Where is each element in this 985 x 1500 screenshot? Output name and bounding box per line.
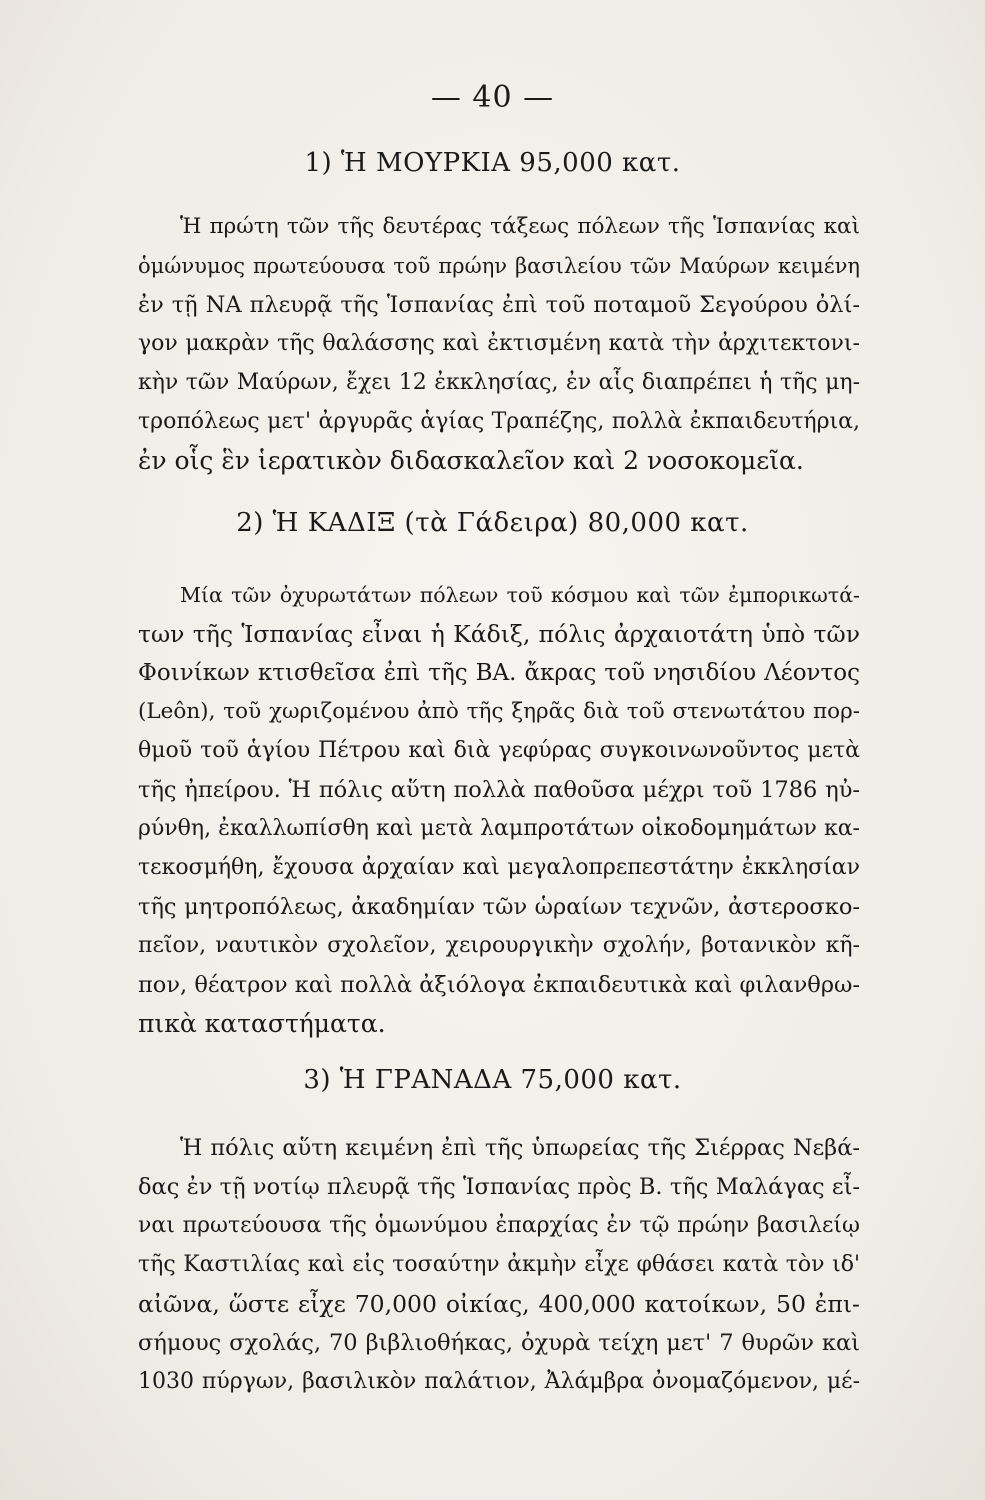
paragraph-line: πικὰ καταστήματα. <box>138 1009 386 1038</box>
paragraph-line: σήμους σχολάς, 70 βιβλιοθήκας, ὀχυρὰ τείχη μετ' 7 θυρῶν καὶ <box>138 1330 860 1356</box>
paragraph-line: πεῖον, ναυτικὸν σχολεῖον, χειρουργικὴν σχολήν, βοτανικὸν κῆ- <box>138 933 860 958</box>
paragraph-line: Ἡ πρώτη τῶν τῆς δευτέρας τάξεως πόλεων τῆς Ἱσπανίας καὶ <box>180 214 860 239</box>
paragraph-line: τεκοσμήθη, ἔχουσα ἀρχαίαν καὶ μεγαλοπρεπεστάτην ἐκκλησίαν <box>138 855 860 880</box>
paragraph-line: των τῆς Ἱσπανίας εἶναι ἡ Κάδιξ, πόλις ἀρχαιοτάτη ὑπὸ τῶν <box>138 620 860 648</box>
paragraph-line: τῆς μητροπόλεως, ἀκαδημίαν τῶν ὡραίων τεχνῶν, ἀστεροσκο- <box>138 894 860 920</box>
paragraph-line: (Leôn), τοῦ χωριζομένου ἀπὸ τῆς ξηρᾶς διὰ τοῦ στενωτάτου πορ- <box>138 699 860 724</box>
paragraph-line: ἐν τῇ ΝΑ πλευρᾷ τῆς Ἱσπανίας ἐπὶ τοῦ ποταμοῦ Σεγούρου ὀλί- <box>138 292 860 318</box>
paragraph-line: Μία τῶν ὀχυρωτάτων πόλεων τοῦ κόσμου καὶ τῶν ἐμπορικωτά- <box>180 583 860 607</box>
section-heading-murcia: 1) Ἡ ΜΟΥΡΚΙΑ 95,000 κατ. <box>304 148 681 178</box>
paragraph-line: 1030 πύργων, βασιλικὸν παλάτιον, Ἀλάμβρα ὀνομαζόμενον, μέ- <box>138 1369 860 1394</box>
paragraph-line: κὴν τῶν Μαύρων, ἔχει 12 ἐκκλησίας, ἐν αἷς διαπρέπει ἡ τῆς μη- <box>138 370 860 395</box>
paragraph-line: Ἡ πόλις αὕτη κειμένη ἐπὶ τῆς ὑπωρείας τῆς Σιέρρας Νεβά- <box>180 1135 860 1161</box>
paragraph-line: Φοινίκων κτισθεῖσα ἐπὶ τῆς ΒΑ. ἄκρας τοῦ νησιδίου Λέοντος <box>138 660 860 686</box>
paragraph-line: ναι πρωτεύουσα τῆς ὁμωνύμου ἐπαρχίας ἐν τῷ πρώην βασιλείῳ <box>138 1213 860 1238</box>
paragraph-line: ρύνθη, ἐκαλλωπίσθη καὶ μετὰ λαμπροτάτων οἰκοδομημάτων κα- <box>138 816 860 841</box>
paragraph-line: θμοῦ τοῦ ἁγίου Πέτρου καὶ διὰ γεφύρας συγκοινωνοῦντος μετὰ <box>138 738 860 763</box>
page-number: — 40 — <box>430 80 555 115</box>
paragraph-line: αἰῶνα, ὥστε εἶχε 70,000 οἰκίας, 400,000 κατοίκων, 50 ἐπι- <box>138 1290 860 1318</box>
section-heading-cadiz: 2) Ἡ ΚΑΔΙΞ (τὰ Γάδειρα) 80,000 κατ. <box>236 508 749 538</box>
paragraph-line: γον μακρὰν τῆς θαλάσσης καὶ ἐκτισμένη κατὰ τὴν ἀρχιτεκτονι- <box>138 331 860 356</box>
paragraph-line: τροπόλεως μετ' ἀργυρᾶς ἁγίας Τραπέζης, πολλὰ ἐκπαιδευτήρια, <box>138 409 860 434</box>
paragraph-line: ἐν οἷς ἓν ἱερατικὸν διδασκαλεῖον καὶ 2 νοσοκομεῖα. <box>138 446 804 475</box>
paragraph-line: πον, θέατρον καὶ πολλὰ ἀξιόλογα ἐκπαιδευτικὰ καὶ φιλανθρω- <box>138 972 860 998</box>
section-heading-granada: 3) Ἡ ΓΡΑΝΑΔΑ 75,000 κατ. <box>303 1065 682 1095</box>
paragraph-line: ὁμώνυμος πρωτεύουσα τοῦ πρώην βασιλείου τῶν Μαύρων κειμένη <box>138 254 860 278</box>
paragraph-line: τῆς Καστιλίας καὶ εἰς τοσαύτην ἀκμὴν εἶχε φθάσει κατὰ τὸν ιδ' <box>138 1252 860 1277</box>
paragraph-line: τῆς ἠπείρου. Ἡ πόλις αὕτη πολλὰ παθοῦσα μέχρι τοῦ 1786 ηὐ- <box>138 777 860 803</box>
paragraph-line: δας ἐν τῇ νοτίῳ πλευρᾷ τῆς Ἱσπανίας πρὸς Β. τῆς Μαλάγας εἶ- <box>138 1174 860 1200</box>
